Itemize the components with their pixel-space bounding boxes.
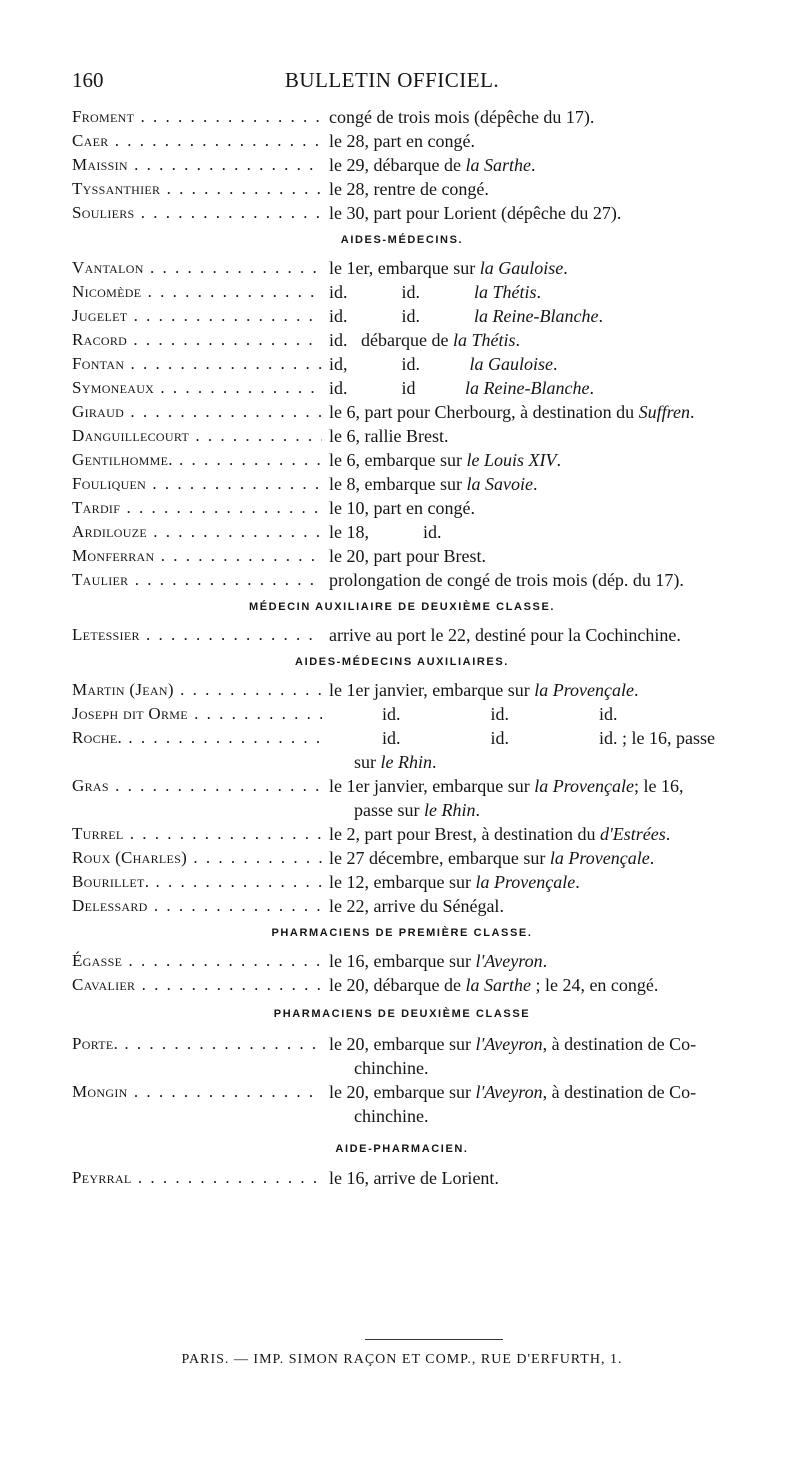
entry-name: Delessard . . . [72, 896, 322, 916]
entry-name: Souliers . . . [72, 203, 322, 223]
running-title: BULLETIN OFFICIEL. [284, 68, 500, 92]
entry-name: Racord . . . [72, 330, 322, 350]
entry-text: id. id. la Thétis. [329, 282, 542, 302]
entry-name: Vantalon . . . [72, 258, 322, 278]
ship-name: la Sarthe [465, 975, 531, 995]
entry-text: chinchine. [354, 1106, 429, 1126]
section-heading: MÉDECIN AUXILIAIRE DE DEUXIÈME CLASSE. [248, 601, 556, 613]
entry-continuation [72, 800, 732, 826]
entry-name: Peyrral . . . [72, 1168, 322, 1188]
entry-name: Maissin . . . [72, 155, 322, 175]
entry-text: id, id. la Gauloise. [329, 354, 558, 374]
entry-continuation [72, 752, 732, 778]
entry-row [72, 378, 732, 404]
entry-name: Taulier . . . [72, 570, 322, 590]
entry-name: Jugelet . . . [72, 306, 322, 326]
ship-name: la Sarthe [465, 155, 531, 175]
entry-name: Letessier . . . [72, 625, 322, 645]
entry-row [72, 131, 732, 157]
entry-row [72, 522, 732, 548]
entry-text: le 20, part pour Brest. [329, 546, 486, 566]
entry-name: Gentilhomme. . . . [72, 450, 322, 470]
entry-row [72, 155, 732, 181]
entry-name: Cavalier . . . [72, 975, 322, 995]
section-heading: AIDES-MÉDECINS AUXILIAIRES. [295, 656, 509, 668]
entry-text: le 28, part en congé. [329, 131, 475, 151]
entry-name: Tardif . . . [72, 498, 322, 518]
entry-text: prolongation de congé de trois mois (dép. du 17). [329, 570, 684, 590]
ship-name: la Provençale [475, 872, 576, 892]
ship-name: la Provençale [534, 776, 634, 796]
entry-text: le 29, débarque de la Sarthe. [329, 155, 536, 175]
ship-name: la Savoie [466, 474, 533, 494]
page-header [72, 68, 712, 98]
entry-text: id. id. la Reine-Blanche. [329, 306, 603, 326]
entry-name: Giraud . . . [72, 402, 322, 422]
entry-text: le 6, embarque sur le Louis XIV. [329, 450, 561, 470]
entry-text: le 6, rallie Brest. [329, 426, 449, 446]
entry-text: le 30, part pour Lorient (dépêche du 27). [329, 203, 622, 223]
ship-name: le Louis XIV [466, 450, 557, 470]
entry-text: id. débarque de la Thétis. [329, 330, 520, 350]
entry-name: Porte. . . . [72, 1034, 322, 1054]
entry-continuation [72, 1106, 732, 1132]
entry-text: le 20, débarque de la Sarthe ; le 24, en congé. [329, 975, 659, 995]
section-heading: PHARMACIENS DE PREMIÈRE CLASSE. [271, 927, 533, 939]
section-heading: AIDE-PHARMACIEN. [335, 1143, 469, 1155]
section-heading: AIDES-MÉDECINS. [340, 234, 464, 246]
entry-text: sur le Rhin. [354, 752, 437, 772]
entry-text: chinchine. [354, 1058, 429, 1078]
entry-name: Monferran . . . [72, 546, 322, 566]
entry-row [72, 258, 732, 284]
entry-name: Ardilouze . . . [72, 522, 322, 542]
entry-text: le 20, embarque sur l'Aveyron, à destination de Co- [329, 1034, 697, 1054]
entry-name: Froment . . . [72, 107, 322, 127]
footer-divider [365, 1339, 503, 1340]
ship-name: la Reine-Blanche [465, 378, 590, 398]
entry-name: Bourillet. . . . [72, 872, 322, 892]
entry-row [72, 975, 732, 1001]
entry-row [72, 1168, 732, 1194]
entry-text: le 6, part pour Cherbourg, à destination du Suffren. [329, 402, 695, 422]
entry-name: Symoneaux . . . [72, 378, 322, 398]
entry-name: Roche. . . . [72, 728, 322, 748]
entry-text: le 12, embarque sur la Provençale. [329, 872, 580, 892]
entry-continuation [72, 1058, 732, 1084]
entry-name: Turrel . . . [72, 824, 322, 844]
entry-row [72, 402, 732, 428]
entry-name: Tyssanthier . . . [72, 179, 322, 199]
entry-text: passe sur le Rhin. [354, 800, 480, 820]
entry-name: Mongin . . . [72, 1082, 322, 1102]
ship-name: la Gauloise [469, 354, 554, 374]
entry-text: le 28, rentre de congé. [329, 179, 489, 199]
ship-name: la Reine-Blanche [474, 306, 599, 326]
ship-name: l'Aveyron [475, 1034, 543, 1054]
entry-row [72, 354, 732, 380]
entry-row [72, 872, 732, 898]
entry-row [72, 179, 732, 205]
entry-row [72, 107, 732, 133]
entry-text: le 2, part pour Brest, à destination du d'Estrées. [329, 824, 671, 844]
page-number: 160 [72, 68, 104, 92]
entry-row [72, 330, 732, 356]
entry-name: Joseph dit Orme . . . [72, 704, 322, 724]
entry-name: Martin (Jean) . . . [72, 680, 322, 700]
entry-row [72, 776, 732, 802]
entry-row [72, 1082, 732, 1108]
entry-row [72, 824, 732, 850]
entry-text: le 1er, embarque sur la Gauloise. [329, 258, 568, 278]
ship-name: l'Aveyron [475, 951, 543, 971]
entry-text: le 8, embarque sur la Savoie. [329, 474, 538, 494]
entry-row [72, 546, 732, 572]
ship-name: la Gauloise [479, 258, 564, 278]
entry-name: Égasse . . . [72, 951, 322, 971]
entry-name: Nicomède . . . [72, 282, 322, 302]
entry-name: Caer . . . [72, 131, 322, 151]
ship-name: d'Estrées [599, 824, 666, 844]
entry-text: id. id. id. ; le 16, passe [382, 728, 715, 748]
ship-name: la Thétis [474, 282, 537, 302]
entry-row [72, 951, 732, 977]
entry-row [72, 426, 732, 452]
entry-text: id. id. id. [382, 704, 618, 724]
entry-row [72, 848, 732, 874]
ship-name: l'Aveyron [475, 1082, 543, 1102]
printer-imprint: PARIS. — IMP. SIMON RAÇON ET COMP., RUE D'ERFURTH, 1. [181, 1352, 623, 1367]
ship-name: la Provençale [534, 680, 634, 700]
entry-name: Roux (Charles) . . . [72, 848, 322, 868]
entry-text: le 1er janvier, embarque sur la Provençale. [329, 680, 639, 700]
entry-row [72, 570, 732, 596]
entry-text: le 1er janvier, embarque sur la Provençale; le 16, [329, 776, 684, 796]
entry-row [72, 306, 732, 332]
entry-row [72, 728, 732, 754]
entry-row [72, 474, 732, 500]
entry-text: le 20, embarque sur l'Aveyron, à destination de Co- [329, 1082, 697, 1102]
entry-name: Fontan . . . [72, 354, 322, 374]
entry-text: arrive au port le 22, destiné pour la Cochinchine. [329, 625, 681, 645]
entry-text: le 10, part en congé. [329, 498, 475, 518]
ship-name: le Rhin [424, 800, 476, 820]
entry-text: le 18, id. [329, 522, 442, 542]
entry-text: le 16, embarque sur l'Aveyron. [329, 951, 548, 971]
entry-text: congé de trois mois (dépêche du 17). [329, 107, 595, 127]
ship-name: Suffren [638, 402, 690, 422]
entry-row [72, 625, 732, 651]
entry-name: Gras . . . [72, 776, 322, 796]
entry-row [72, 282, 732, 308]
entry-text: le 16, arrive de Lorient. [329, 1168, 499, 1188]
section-heading: PHARMACIENS DE DEUXIÈME CLASSE [273, 1008, 531, 1020]
entry-row [72, 203, 732, 229]
entry-row [72, 680, 732, 706]
entry-row [72, 896, 732, 922]
entry-text: le 27 décembre, embarque sur la Provençale. [329, 848, 655, 868]
entry-row [72, 1034, 732, 1060]
entry-text: le 22, arrive du Sénégal. [329, 896, 504, 916]
entry-row [72, 704, 732, 730]
entry-name: Fouliquen . . . [72, 474, 322, 494]
entry-name: Danguillecourt . . . [72, 426, 322, 446]
entry-text: id. id la Reine-Blanche. [329, 378, 594, 398]
entry-row [72, 450, 732, 476]
ship-name: la Provençale [549, 848, 650, 868]
ship-name: la Thétis [452, 330, 516, 350]
entry-row [72, 498, 732, 524]
ship-name: le Rhin [380, 752, 432, 772]
